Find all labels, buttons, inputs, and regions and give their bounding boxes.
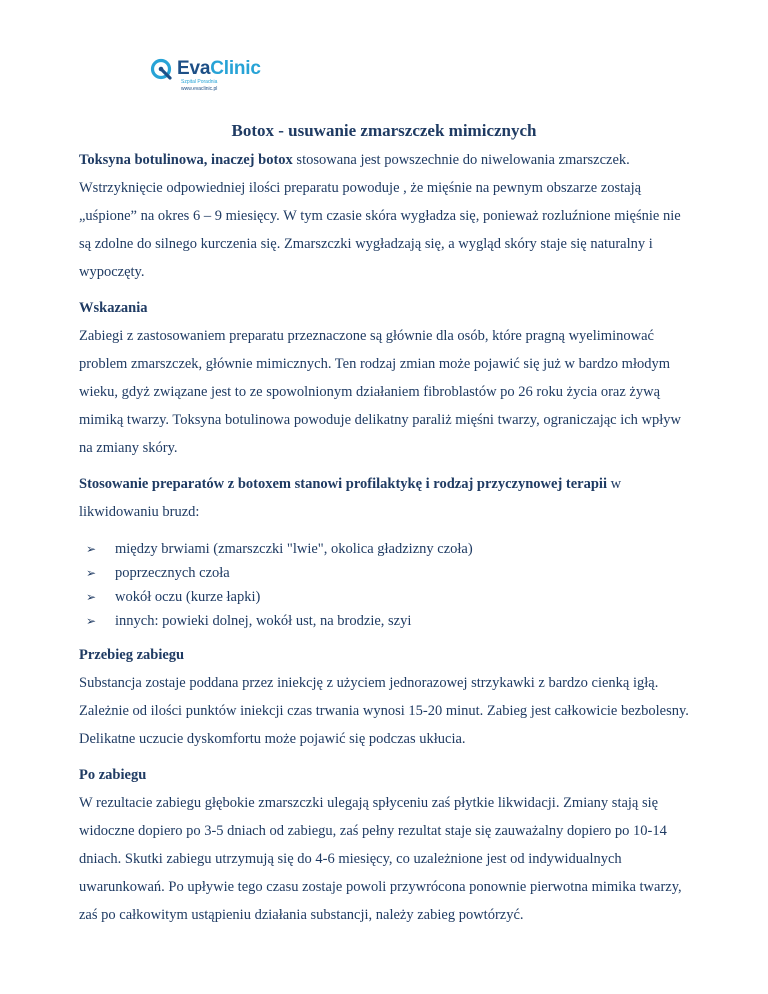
- logo-tagline: Szpital Poradnia: [181, 79, 218, 85]
- intro-paragraph: [79, 146, 691, 286]
- section-po-zabiegu: [79, 761, 691, 929]
- section-text-przebieg: Substancja zostaje poddana przez iniekcję z użyciem jednorazowej strzykawki z bardzo cienką igłą. Zależnie od ilości punktów iniekcji czas trwania wynosi 15-20 minut. Zabieg jest całkowicie bezbolesny. Delikatne uczucie dyskomfortu może pojawić się podczas ukłucia.: [79, 675, 689, 747]
- section-heading-wskazania: Wskazania: [79, 300, 148, 316]
- section-text-po-zabiegu: W rezultacie zabiegu głębokie zmarszczki ulegają spłyceniu zaś płytkie likwidacji. Zmiany stają się widoczne dopiero po 3-5 dniach od zabiegu, zaś pełny rezultat staje się zauważalny dopiero po 10-14 dniach. Skutki zabiegu utrzymują się do 4-6 miesięcy, co uzależnione jest od indywidualnych uwarunkowań. Po upływie tego czasu zostaje powoli przywrócona ponownie pierwotna mimika twarzy, zaś po całkowitym ustąpieniu działania substancji, należy zabieg powtórzyć.: [79, 795, 682, 923]
- page-title: Botox - usuwanie zmarszczek mimicznych: [231, 121, 537, 140]
- arrow-bullet-icon: ➢: [86, 590, 97, 604]
- arrow-bullet-icon: ➢: [86, 614, 97, 628]
- list-item: [79, 537, 691, 561]
- arrow-bullet-icon: ➢: [86, 566, 97, 580]
- section-przebieg: [79, 641, 691, 753]
- document-body: [79, 146, 691, 929]
- list-item: [79, 609, 691, 633]
- indications-list: [79, 537, 691, 633]
- list-item-text: poprzecznych czoła: [115, 565, 230, 581]
- section-heading-przebieg: Przebieg zabiegu: [79, 647, 185, 663]
- section-stosowanie: [79, 470, 691, 633]
- stosowanie-paragraph: [79, 470, 691, 526]
- section-wskazania: [79, 294, 691, 462]
- intro-bold: Toksyna botulinowa, inaczej botox: [79, 152, 293, 168]
- eva-clinic-logo: [150, 57, 270, 97]
- logo-brand-part1: Eva: [177, 58, 211, 79]
- eva-clinic-logo-icon: [150, 58, 172, 80]
- list-item-text: wokół oczu (kurze łapki): [115, 589, 261, 605]
- list-item: [79, 561, 691, 585]
- list-item-text: innych: powieki dolnej, wokół ust, na brodzie, szyi: [115, 613, 412, 629]
- logo-brand-part2: Clinic: [210, 58, 261, 79]
- intro-text: stosowana jest powszechnie do niwelowania zmarszczek. Wstrzyknięcie odpowiedniej ilości preparatu powoduje , że mięśnie na pewnym obszarze zostają „uśpione” na okres 6 – 9 miesięcy. W tym czasie skóra wygładza się, ponieważ rozluźnione mięśnie nie są zdolne do silnego kurczenia się. Zmarszczki wygładzają się, a wygląd skóry staje się naturalny i wypoczęty.: [79, 152, 681, 280]
- list-item-text: między brwiami (zmarszczki "lwie", okolica gładzizny czoła): [115, 541, 473, 557]
- section-text-wskazania: Zabiegi z zastosowaniem preparatu przeznaczone są głównie dla osób, które pragną wyeliminować problem zmarszczek, głównie mimicznych. Ten rodzaj zmian może pojawić się już w bardzo młodym wieku, gdyż związane jest to ze spowolnionym działaniem fibroblastów po 26 roku życia oraz żywą mimiką twarzy. Toksyna botulinowa powoduje delikatny paraliż mięśni twarzy, ograniczając ich wpływ na zmiany skóry.: [79, 328, 682, 456]
- logo-brand-name: [177, 57, 261, 81]
- stosowanie-bold: Stosowanie preparatów z botoxem stanowi profilaktykę i rodzaj przyczynowej terapii: [79, 476, 607, 492]
- arrow-bullet-icon: ➢: [86, 542, 97, 556]
- logo-url: www.evaclinic.pl: [181, 86, 218, 92]
- list-item: [79, 585, 691, 609]
- stosowanie-text: w likwidowaniu bruzd:: [79, 476, 622, 520]
- section-heading-po-zabiegu: Po zabiegu: [79, 767, 147, 783]
